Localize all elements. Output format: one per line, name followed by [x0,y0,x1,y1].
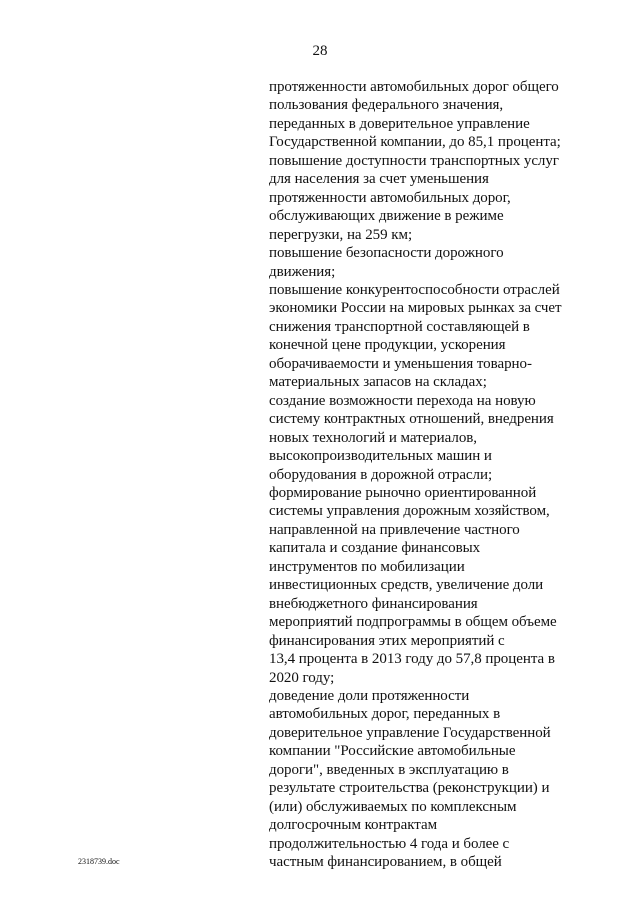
text-line: материальных запасов на складах; [269,374,487,391]
text-line: переданных в доверительное управление [269,115,530,132]
text-line: перегрузки, на 259 км; [269,226,413,243]
text-line: частным финансированием, в общей [269,854,502,871]
text-line: (или) обслуживаемых по комплексным [269,798,517,815]
text-line: дороги", введенных в эксплуатацию в [269,761,509,778]
text-line: экономики России на мировых рынках за счет [269,300,562,317]
text-line: формирование рыночно ориентированной [269,484,537,501]
text-line: повышение конкурентоспособности отраслей [269,281,560,298]
text-line: протяженности автомобильных дорог, [269,189,511,206]
text-line: оборачиваемости и уменьшения товарно- [269,355,532,372]
text-line: долгосрочным контрактам [269,817,438,834]
text-line: для населения за счет уменьшения [269,171,489,188]
text-line: доведение доли протяженности [269,687,470,704]
text-line: обслуживающих движение в режиме [269,208,504,225]
text-line: повышение доступности транспортных услуг [269,152,559,169]
text-line: капитала и создание финансовых [269,540,481,557]
text-line: 13,4 процента в 2013 году до 57,8 процента в [269,651,555,668]
text-line: систему контрактных отношений, внедрения [269,411,554,428]
text-line: снижения транспортной составляющей в [269,318,530,335]
page-number: 28 [312,43,328,59]
text-line: компании "Российские автомобильные [269,743,516,760]
text-line: результате строительства (реконструкции) и [269,780,550,797]
body-text [269,78,609,871]
text-line: новых технологий и материалов, [269,429,478,446]
text-line: высокопроизводительных машин и [269,448,492,465]
text-line: инвестиционных средств, увеличение доли [269,577,544,594]
text-line: внебюджетного финансирования [269,595,478,612]
text-line: пользования федерального значения, [269,97,504,114]
footer-doc-id: 2318739.doc [78,857,120,866]
text-line: продолжительностью 4 года и более с [269,835,510,852]
text-line: финансирования этих мероприятий с [269,632,505,649]
text-line: доверительное управление Государственной [269,724,551,741]
text-line: направленной на привлечение частного [269,521,520,538]
text-line: оборудования в дорожной отрасли; [269,466,493,483]
text-line: 2020 году; [269,669,335,686]
text-line: инструментов по мобилизации [269,558,465,575]
text-line: Государственной компании, до 85,1 процента; [269,134,561,151]
text-line: автомобильных дорог, переданных в [269,706,501,723]
text-line: повышение безопасности дорожного [269,245,504,262]
text-line: мероприятий подпрограммы в общем объеме [269,614,557,631]
text-line: конечной цене продукции, ускорения [269,337,506,354]
text-line: системы управления дорожным хозяйством, [269,503,550,520]
text-line: создание возможности перехода на новую [269,392,536,409]
text-line: движения; [269,263,336,280]
text-line: протяженности автомобильных дорог общего [269,79,559,95]
